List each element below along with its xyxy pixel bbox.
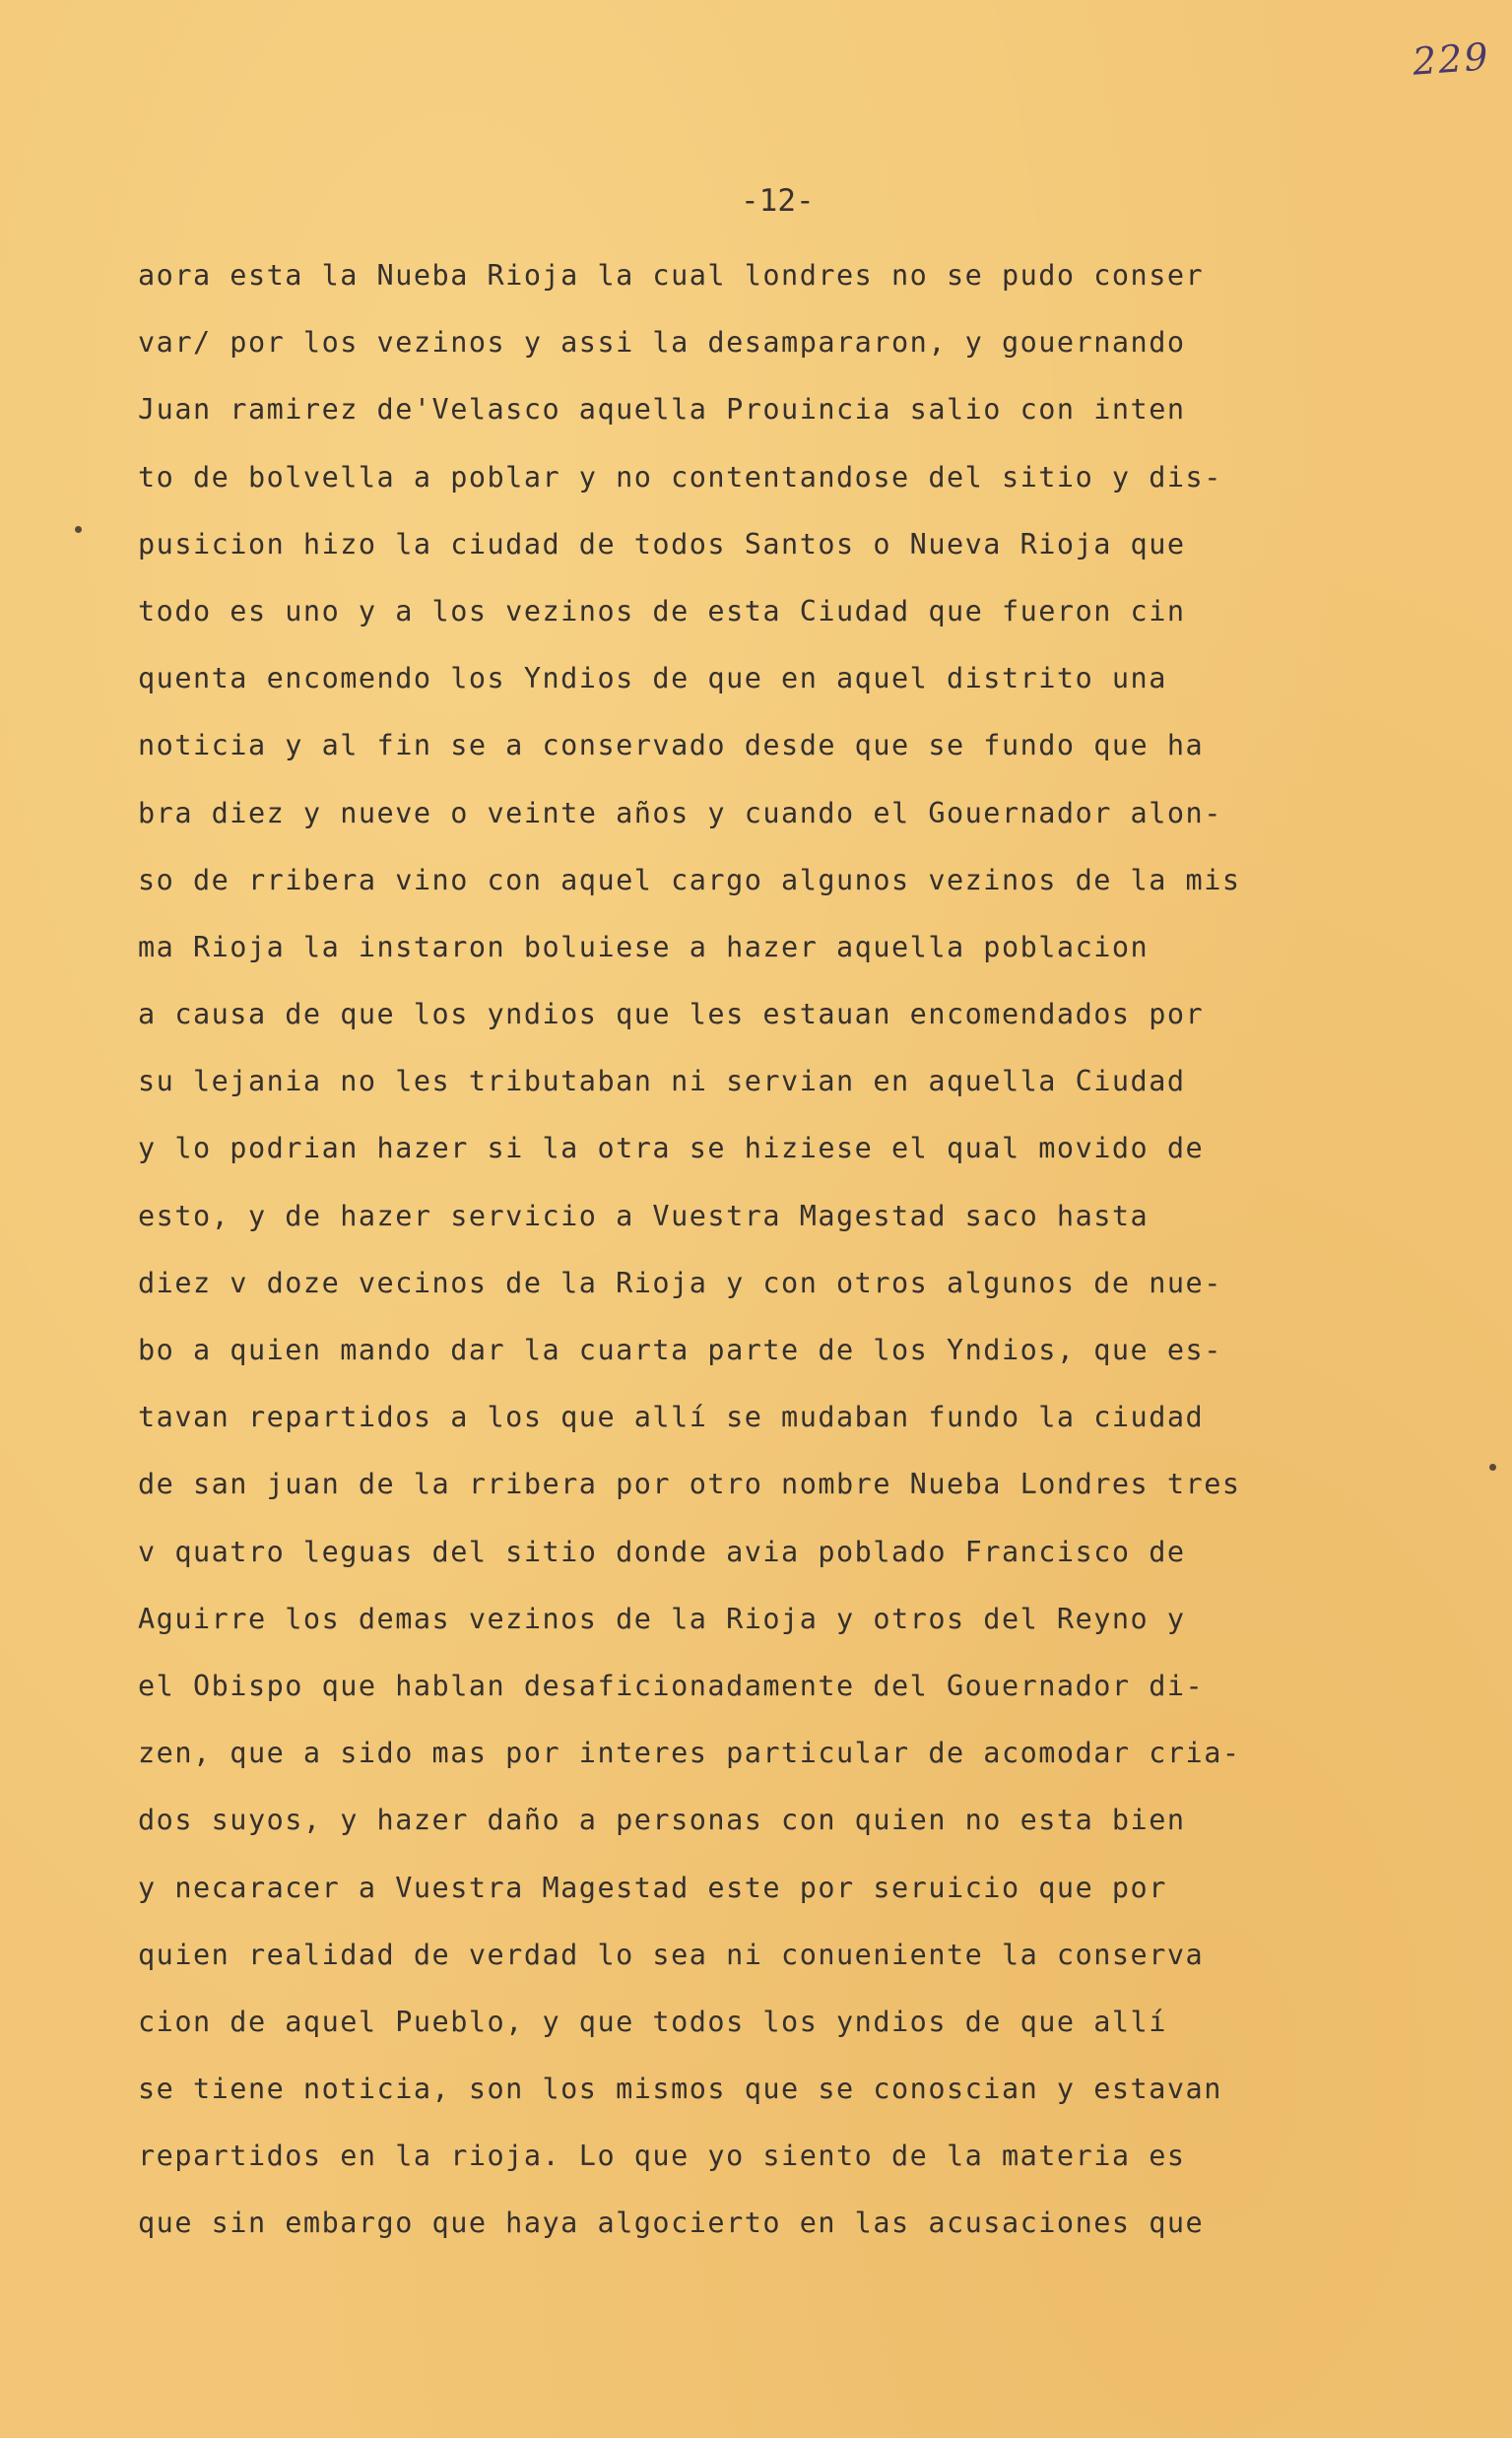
text-line: y lo podrian hazer si la otra se hiziese el qual movido de	[138, 1132, 1205, 1165]
text-line: ma Rioja la instaron boluiese a hazer aquella poblacion	[138, 930, 1150, 963]
text-line: v quatro leguas del sitio donde avia poblado Francisco de	[138, 1535, 1186, 1568]
text-line: a causa de que los yndios que les estauan encomendados por	[138, 998, 1205, 1031]
text-line: zen, que a sido mas por interes particular de acomodar cria-	[138, 1737, 1241, 1770]
text-line: dos suyos, y hazer daño a personas con quien no esta bien	[138, 1804, 1186, 1837]
text-line: bra diez y nueve o veinte años y cuando el Gouernador alon-	[138, 796, 1222, 829]
text-line: aora esta la Nueba Rioja la cual londres no se pudo conser	[138, 259, 1205, 292]
folio-number: 229	[1412, 34, 1492, 84]
text-line: que sin embargo que haya algocierto en las acusaciones que	[138, 2207, 1205, 2240]
text-line: su lejania no les tributaban ni servian en aquella Ciudad	[138, 1065, 1186, 1098]
text-line: Juan ramirez de'Velasco aquella Prouincia salio con inten	[138, 393, 1186, 427]
text-line: bo a quien mando dar la cuarta parte de los Yndios, que es-	[138, 1334, 1222, 1366]
text-line: repartidos en la rioja. Lo que yo siento de la materia es	[138, 2140, 1186, 2173]
text-line: pusicion hizo la ciudad de todos Santos o Nueva Rioja que	[138, 527, 1186, 560]
text-line: to de bolvella a poblar y no contentandose del sitio y dis-	[138, 460, 1222, 494]
text-line: el Obispo que hablan desaficionadamente del Gouernador di-	[138, 1669, 1205, 1702]
text-line: diez v doze vecinos de la Rioja y con otros algunos de nue-	[138, 1266, 1222, 1299]
text-line: se tiene noticia, son los mismos que se conoscian y estavan	[138, 2073, 1222, 2106]
text-line: tavan repartidos a los que allí se mudaban fundo la ciudad	[138, 1401, 1205, 1434]
text-line: esto, y de hazer servicio a Vuestra Magestad saco hasta	[138, 1199, 1150, 1232]
text-line: cion de aquel Pueblo, y que todos los yndios de que allí	[138, 2005, 1167, 2038]
page-number: -12-	[741, 183, 815, 219]
text-line: noticia y al fin se a conservado desde que se fundo que ha	[138, 729, 1205, 762]
text-line: Aguirre los demas vezinos de la Rioja y otros del Reyno y	[138, 1602, 1186, 1635]
margin-mark	[75, 526, 82, 533]
text-line: todo es uno y a los vezinos de esta Ciudad que fueron cin	[138, 594, 1186, 627]
text-line: quenta encomendo los Yndios de que en aquel distrito una	[138, 662, 1167, 695]
text-line: quien realidad de verdad lo sea ni conueniente la conserva	[138, 1938, 1205, 1971]
text-line: var/ por los vezinos y assi la desampararon, y gouernando	[138, 326, 1186, 360]
text-line: y necaracer a Vuestra Magestad este por seruicio que por	[138, 1871, 1167, 1904]
typed-text-block	[138, 242, 1349, 2258]
text-line: de san juan de la rribera por otro nombre Nueba Londres tres	[138, 1468, 1241, 1501]
margin-mark	[1489, 1464, 1496, 1471]
text-line: so de rribera vino con aquel cargo algunos vezinos de la mis	[138, 863, 1241, 896]
